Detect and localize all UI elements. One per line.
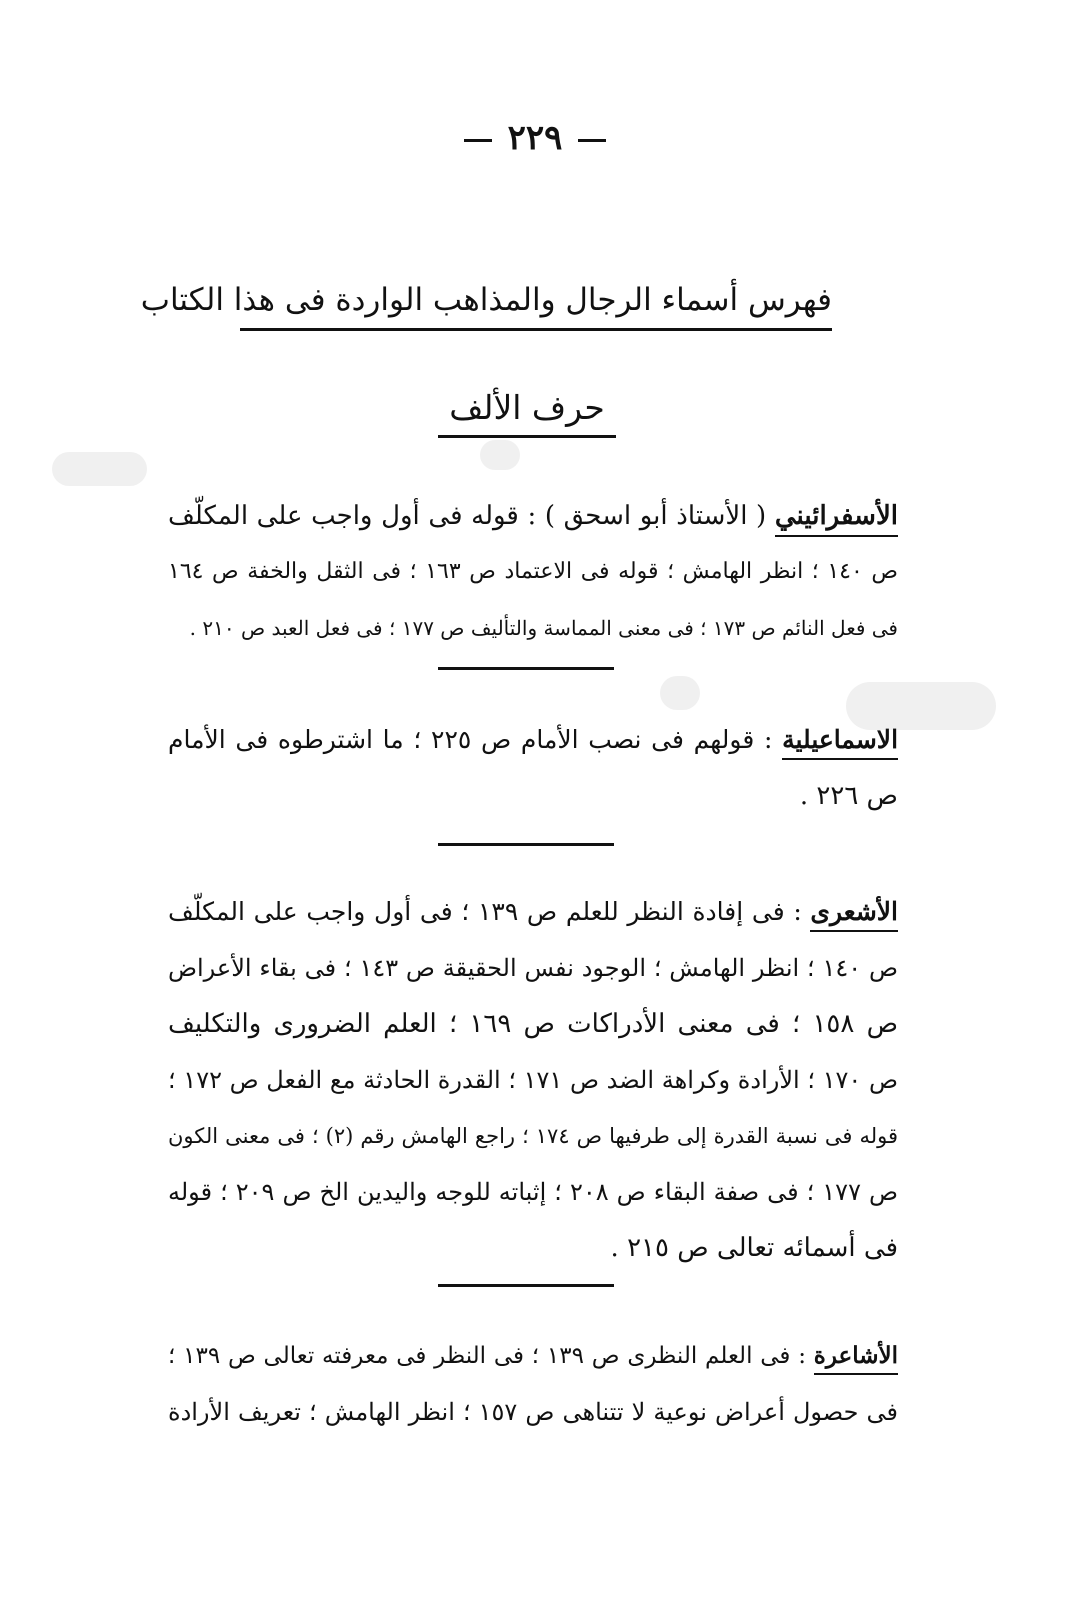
index-title: فهرس أسماء الرجال والمذاهب الواردة فى هذا الكتاب (240, 282, 832, 331)
entry-name: الأشعرى (810, 897, 898, 932)
entry-line (168, 1328, 898, 1384)
entry-line: ص ٢٢٦ . (799, 781, 898, 811)
index-entry (168, 1328, 898, 1440)
entry-line: قوله فى نسبة القدرة إلى طرفيها ص ١٧٤ ؛ راجع الهامش رقم (٢) ؛ فى معنى الكون (168, 1124, 898, 1148)
page-number-dash (578, 139, 606, 142)
entry-separator (438, 667, 614, 670)
scan-smudge (480, 440, 520, 470)
entry-text: : فى إفادة النظر للعلم ص ١٣٩ ؛ فى أول واجب على المكلّف (168, 897, 802, 926)
entry-line: ص ١٥٨ ؛ فى معنى الأدراكات ص ١٦٩ ؛ العلم الضرورى والتكليف (168, 1009, 898, 1039)
scan-smudge (660, 676, 700, 710)
entry-line: ص ١٤٠ ؛ انظر الهامش ؛ قوله فى الاعتماد ص ١٦٣ ؛ فى الثقل والخفة ص ١٦٤ (168, 559, 898, 584)
index-entry (168, 712, 898, 824)
entry-line: فى حصول أعراض نوعية لا تتناهى ص ١٥٧ ؛ انظر الهامش ؛ تعريف الأرادة (168, 1398, 898, 1426)
index-entry (168, 884, 898, 1276)
entry-text: ( الأستاذ أبو اسحق ) : قوله فى أول واجب على المكلّف (168, 501, 767, 531)
entry-name: الاسماعيلية (782, 725, 898, 760)
entry-line: فى فعل النائم ص ١٧٣ ؛ فى معنى المماسة والتأليف ص ١٧٧ ؛ فى فعل العبد ص ٢١٠ . (189, 616, 898, 640)
entry-name: الأشاعرة (814, 1342, 898, 1375)
entry-line: ص ١٤٠ ؛ انظر الهامش ؛ الوجود نفس الحقيقة ص ١٤٣ ؛ فى بقاء الأعراض (168, 954, 898, 982)
entry-line (168, 884, 898, 940)
page-number-text: ٢٢٩ (507, 118, 563, 158)
scan-smudge (52, 452, 147, 486)
entry-text: : فى العلم النظرى ص ١٣٩ ؛ فى النظر فى معرفته تعالى ص ١٣٩ ؛ (168, 1343, 806, 1369)
entry-separator (438, 1284, 614, 1287)
page-number (0, 118, 1070, 158)
entry-text: : قولهم فى نصب الأمام ص ٢٢٥ ؛ ما اشترطوه فى الأمام (168, 725, 773, 754)
entry-line: فى أسمائه تعالى ص ٢١٥ . (610, 1233, 898, 1263)
index-entry (168, 488, 898, 656)
entry-name: الأسفرائيني (775, 501, 898, 537)
entry-line: ص ١٧٧ ؛ فى صفة البقاء ص ٢٠٨ ؛ إثباته للوجه واليدين الخ ص ٢٠٩ ؛ قوله (168, 1178, 898, 1206)
entry-line (168, 488, 898, 544)
entry-separator (438, 843, 614, 846)
entry-line: ص ١٧٠ ؛ الأرادة وكراهة الضد ص ١٧١ ؛ القدرة الحادثة مع الفعل ص ١٧٢ ؛ (168, 1066, 898, 1094)
entry-line (168, 712, 898, 768)
page-number-dash (464, 139, 492, 142)
section-heading: حرف الألف (438, 388, 616, 438)
